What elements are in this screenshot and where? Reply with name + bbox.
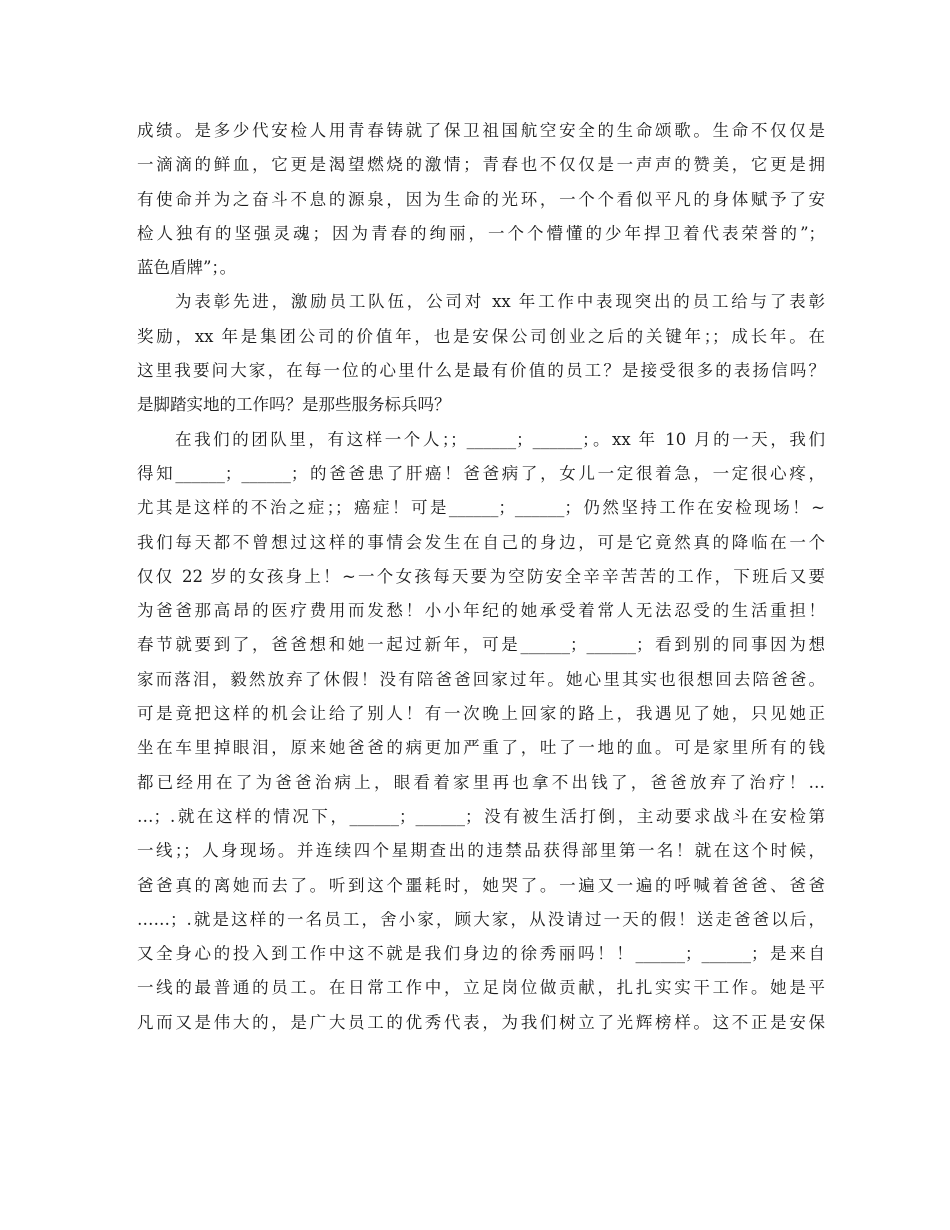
text-line: 蓝色盾牌”；。 (137, 258, 237, 278)
text-line: 为表彰先进，激励员工队伍，公司对 xx 年工作中表现突出的员工给与了表彰 (175, 292, 825, 312)
text-line: 尤其是这样的不治之症；；癌症！可是______；______；仍然坚持工作在安检现场！~ (137, 498, 825, 518)
text-line: 在我们的团队里，有这样一个人；；______；______；。xx 年 10 月的一天，我们 (175, 429, 825, 449)
text-line: 是脚踏实地的工作吗？是那些服务标兵吗？ (137, 395, 451, 415)
text-line: 我们每天都不曾想过这样的事情会发生在自己的身边，可是它竟然真的降临在一个 (137, 532, 825, 552)
text-line: 又全身心的投入到工作中这不就是我们身边的徐秀丽吗！！______；______；是来自 (137, 944, 825, 964)
text-line: 都已经用在了为爸爸治病上，眼看着家里再也拿不出钱了，爸爸放弃了治疗！… (137, 772, 825, 792)
text-line: 爸爸真的离她而去了。听到这个噩耗时，她哭了。一遍又一遍的呼喊着爸爸、爸爸 (137, 875, 825, 895)
text-line: 这里我要问大家，在每一位的心里什么是最有价值的员工？是接受很多的表扬信吗？ (137, 361, 825, 381)
text-line: 一线；；人身现场。并连续四个星期查出的违禁品获得部里第一名！就在这个时候， (137, 841, 825, 861)
text-line: 仅仅 22 岁的女孩身上！~一个女孩每天要为空防安全辛辛苦苦的工作，下班后又要 (137, 566, 825, 586)
text-line: 一滴滴的鲜血，它更是渴望燃烧的激情；青春也不仅仅是一声声的赞美，它更是拥 (137, 155, 825, 175)
text-line: 春节就要到了，爸爸想和她一起过新年，可是______；______；看到别的同事因为想 (137, 635, 825, 655)
text-line: 奖励，xx 年是集团公司的价值年，也是安保公司创业之后的关键年；；成长年。在 (137, 326, 825, 346)
text-line: 坐在车里掉眼泪，原来她爸爸的病更加严重了，吐了一地的血。可是家里所有的钱 (137, 738, 825, 758)
text-line: …；.就在这样的情况下，______；______；没有被生活打倒，主动要求战斗在安检第 (137, 806, 825, 826)
text-line: ……；.就是这样的一名员工，舍小家，顾大家，从没请过一天的假！送走爸爸以后， (137, 909, 825, 929)
text-line: 为爸爸那高昂的医疗费用而发愁！小小年纪的她承受着常人无法忍受的生活重担！ (137, 601, 825, 621)
text-line: 一线的最普通的员工。在日常工作中，立足岗位做贡献，扎扎实实干工作。她是平 (137, 978, 825, 998)
text-line: 家而落泪，毅然放弃了休假！没有陪爸爸回家过年。她心里其实也很想回去陪爸爸。 (137, 669, 825, 689)
text-line: 可是竟把这样的机会让给了别人！有一次晚上回家的路上，我遇见了她，只见她正 (137, 704, 825, 724)
text-line: 有使命并为之奋斗不息的源泉，因为生命的光环，一个个看似平凡的身体赋予了安 (137, 189, 825, 209)
text-line: 得知______；______；的爸爸患了肝癌！爸爸病了，女儿一定很着急，一定很心疼， (137, 463, 825, 483)
document-body (137, 114, 825, 1040)
text-line: 凡而又是伟大的，是广大员工的优秀代表，为我们树立了光辉榜样。这不正是安保 (137, 1012, 825, 1032)
text-line: 成绩。是多少代安检人用青春铸就了保卫祖国航空安全的生命颂歌。生命不仅仅是 (137, 121, 825, 140)
text-line: 检人独有的坚强灵魂；因为青春的绚丽，一个个懵懂的少年捍卫着代表荣誉的”； (137, 223, 825, 243)
